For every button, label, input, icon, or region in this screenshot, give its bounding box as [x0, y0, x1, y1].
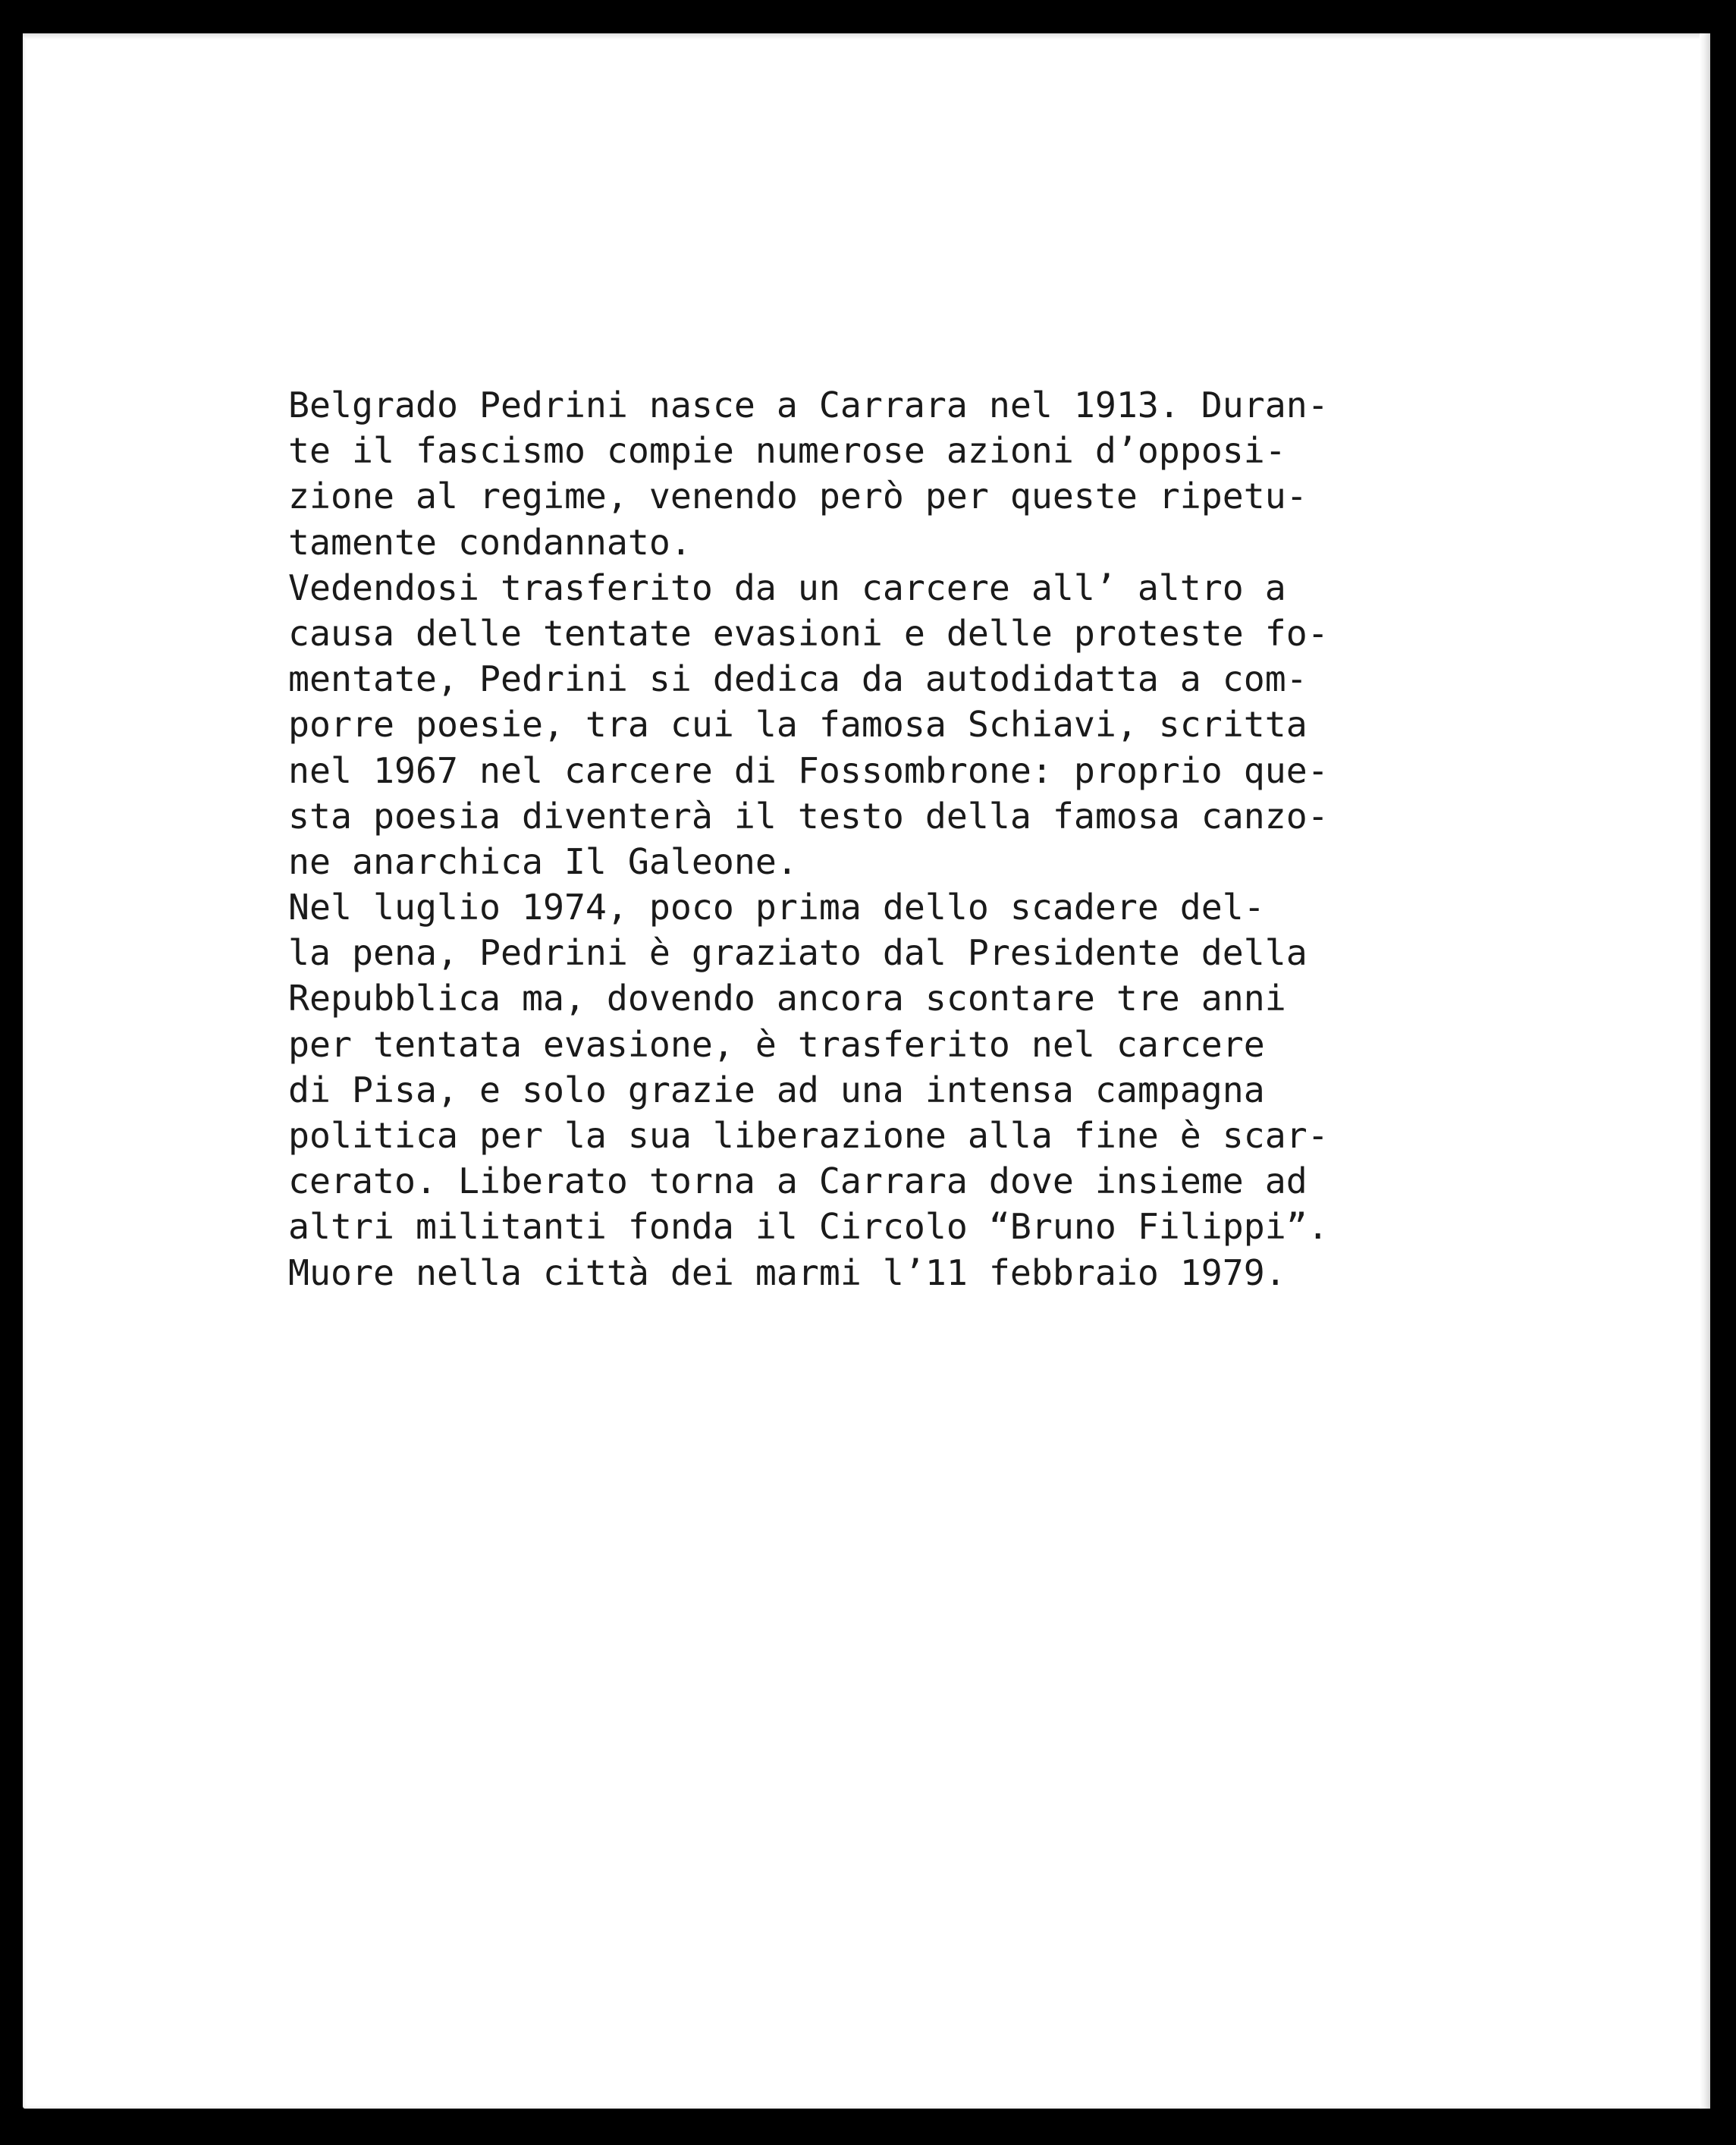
- text-line: Vedendosi trasferito da un carcere all’ altro a: [288, 567, 1286, 608]
- text-line: Muore nella città dei marmi l’11 febbraio 1979.: [288, 1252, 1286, 1293]
- text-line: la pena, Pedrini è graziato dal Presidente della: [288, 932, 1307, 974]
- paper-page: [23, 33, 1710, 2109]
- text-line: cerato. Liberato torna a Carrara dove insieme ad: [288, 1160, 1307, 1202]
- paper-right-edge: [1700, 33, 1710, 2109]
- text-line: ne anarchica Il Galeone.: [288, 840, 798, 882]
- text-line: mentate, Pedrini si dedica da autodidatta a com-: [288, 658, 1307, 700]
- text-line: Repubblica ma, dovendo ancora scontare tre anni: [288, 978, 1286, 1019]
- text-line: per tentata evasione, è trasferito nel carcere: [288, 1023, 1265, 1065]
- text-line: altri militanti fonda il Circolo “Bruno Filippi”.: [288, 1206, 1329, 1248]
- text-line: porre poesie, tra cui la famosa Schiavi, scritta: [288, 704, 1307, 746]
- text-line: tamente condannato.: [288, 521, 692, 563]
- text-line: politica per la sua liberazione alla fine è scar-: [288, 1115, 1329, 1156]
- text-line: Belgrado Pedrini nasce a Carrara nel 1913. Duran-: [288, 385, 1329, 426]
- biography-text: [288, 382, 1653, 1295]
- text-line: nel 1967 nel carcere di Fossombrone: proprio que-: [288, 749, 1329, 791]
- text-line: Nel luglio 1974, poco prima dello scadere del-: [288, 887, 1265, 928]
- text-line: causa delle tentate evasioni e delle proteste fo-: [288, 612, 1329, 654]
- text-line: te il fascismo compie numerose azioni d’opposi-: [288, 430, 1286, 472]
- text-line: di Pisa, e solo grazie ad una intensa campagna: [288, 1069, 1265, 1110]
- text-line: sta poesia diventerà il testo della famosa canzo-: [288, 795, 1329, 837]
- text-line: zione al regime, venendo però per queste ripetu-: [288, 476, 1307, 517]
- paper-top-edge: [23, 33, 1710, 39]
